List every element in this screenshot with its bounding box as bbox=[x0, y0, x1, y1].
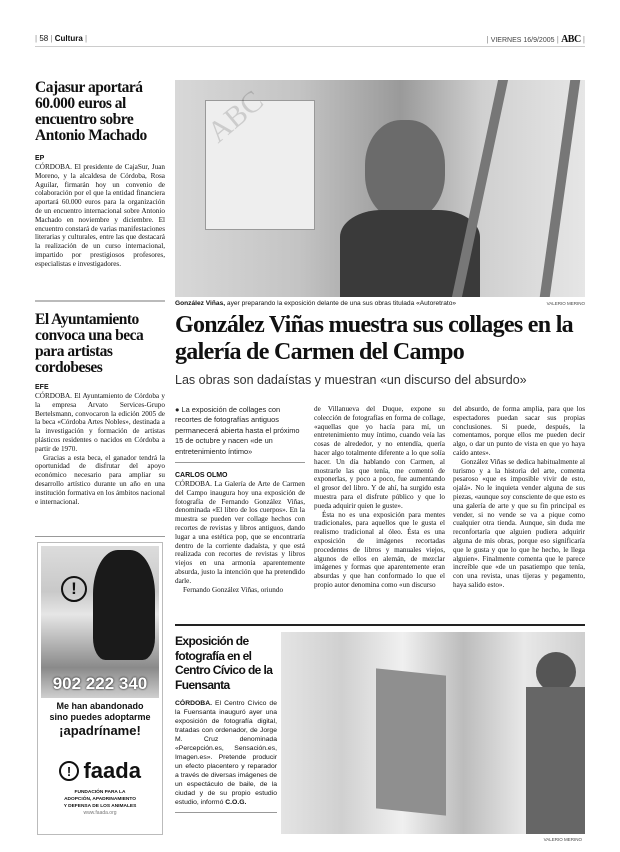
article-paragraph: Gracias a esta beca, el ganador tendrá la oportunidad de disfrutar del apoyo económico necesario para ampliar su desarrollo artístico durante un año en una institución formativa en los ámbitos nacional e internacional. bbox=[35, 453, 165, 506]
article-paragraph: González Viñas se dedica habitualmente al turismo y a la historia del arte, comenta pesaroso «que es imposible vivir de esto, ojalá». No le inquieta vender alguna de sus piezas, «aunque soy consciente de que esto es una galería de arte y que su fin principal es vender, si no vende se va a pique como cualquier otra tienda. Aunque, sin duda me reconfortaría que alguien pudiera adquirir alguna de mis obras, porque eso significaría que le gusta y que lo que he hecho, le llega alguien». Finalmente comenta que le parece increíble que «de un pasatiempo que tenía, con una revista, unas tijeras y pegamento, haya salido esto». bbox=[453, 457, 585, 589]
article-paragraph: Fernando González Viñas, oriundo bbox=[183, 585, 284, 594]
main-photo bbox=[175, 80, 585, 297]
faada-logo-icon: ! bbox=[59, 761, 79, 781]
ad-org: Y DEFENSA DE LOS ANIMALES bbox=[63, 803, 137, 809]
ladder-rail bbox=[540, 80, 580, 297]
ad-phone: 902 222 340 bbox=[52, 674, 148, 693]
alert-icon: ! bbox=[61, 576, 87, 602]
box-lead: CÓRDOBA. bbox=[175, 700, 213, 707]
ad-line: sino puedes adoptarme bbox=[49, 712, 151, 722]
bullet-icon: ● bbox=[175, 405, 180, 414]
exhibition-photo bbox=[281, 632, 585, 834]
photo-caption bbox=[175, 300, 535, 307]
article-agency: EFE bbox=[35, 384, 49, 391]
article-paragraph: de Villanueva del Duque, expone su colección de fotografías en forma de collage, «aquellas que yo hacía para mí, un entretenimiento muy íntimo, cuando veía las cosas de alrededor, y no entendía, quería hacer algo totalmente diferente a lo que solía hacer. Un día hablando con Carmen, al mostrarle las que tenía, me comentó de exponerlas, y poco a poco, fue aumentando el grosor del libro. Y de ahí, ha surgido esta muestra para el disfrute público y que lo pueda adquirir quien le guste». bbox=[314, 405, 445, 510]
page-header-left: | 58 | Cultura | bbox=[35, 34, 88, 43]
photo-credit: VALERIO MERINO bbox=[546, 301, 585, 306]
box-signature: C.O.G. bbox=[225, 799, 247, 806]
photo-credit: VALERIO MERINO bbox=[543, 837, 582, 842]
article-title: El Ayuntamiento convoca una beca para artistas cordobeses bbox=[35, 311, 144, 376]
caption-name: González Viñas, bbox=[175, 300, 226, 307]
box-top-rule bbox=[175, 624, 585, 626]
article-paragraph: CÓRDOBA. El presidente de CajaSur, Juan Moreno, y la alcaldesa de Córdoba, Rosa Aguilar, firmarán hoy un convenio de colaboración por el que la entidad financiera aportará 60.000 euros para la organización de un encuentro internacional sobre Antonio Machado en noviembre y diciembre. El encuentro constará de varias manifestaciones literarias y culturales, entre las que destacará la realización de un curso internacional, impartido por prestigiosos profesores, especialistas e investigadores. bbox=[35, 163, 165, 268]
ladder-rail bbox=[452, 80, 508, 297]
article-paragraph: CÓRDOBA. La Galería de Arte de Carmen del Campo inaugura hoy una exposición de fotografía de Fernando González Viñas, denominada «El libro de los cuerpos». En la muestra se pueden ver collage hechos con recortes de revistas y libros antiguos, dando lugar a una estética pop, que se encontraría dentro de la corriente dadaísta, y que está realizada con recortes de revistas y libros viejos en una armonía aparentemente absurda, justo la intención que ha pretendido darle. bbox=[175, 480, 305, 585]
header-rule bbox=[35, 46, 585, 47]
highlight-text: La exposición de collages con recortes de fotografías antiguos permanecerá abierta hasta el próximo 15 de octubre y nacen «de un entretenimiento íntimo» bbox=[175, 405, 300, 456]
person-head bbox=[536, 652, 576, 692]
article-agency: EP bbox=[35, 155, 45, 162]
section-name: Cultura bbox=[54, 34, 83, 43]
ad-line: Me han abandonado bbox=[56, 701, 144, 711]
page-number: 58 bbox=[39, 34, 49, 43]
main-subtitle: Las obras son dadaístas y muestran «un discurso del absurdo» bbox=[175, 373, 527, 387]
box-body: El Centro Cívico de la Fuensanta inauguró ayer una exposición de fotografía digital, tratadas con ordenador, de Jorge M. Cruz denominada «Percepción.es, Sensación.es, Imagen.es». Pretende producir un efecto placentero y reparador a través de diversas imágenes de un espectáculo de baile, de la ciudad y de su propio estudio estudio, informó bbox=[175, 700, 277, 806]
page-header-right: | VIERNES 16/9/2005 | ABC | bbox=[486, 34, 585, 45]
faada-advertisement[interactable] bbox=[37, 542, 163, 835]
main-column-1 bbox=[175, 405, 305, 594]
article-author: CARLOS OLMO bbox=[175, 472, 228, 480]
main-column-3 bbox=[453, 405, 585, 590]
faada-logo: faada bbox=[83, 758, 141, 783]
article-title: Cajasur aportará 60.000 euros al encuentro sobre Antonio Machado bbox=[35, 79, 147, 144]
brand-logo: ABC bbox=[561, 34, 581, 45]
box-article bbox=[175, 634, 277, 813]
main-column-2 bbox=[314, 405, 445, 590]
article-paragraph: Ésta no es una exposición para mentes tradicionales, para aquellos que le gusta el realismo tradicional al óleo. Ésta es una exposición de imágenes recortadas procedentes de libros y manuales viejos, algunos de ellos en alemán, de mezclar imágenes y formas que aparentemente eran absurdas y que han conformado lo que el propio autor denomina como «un discurso bbox=[314, 510, 445, 589]
dog-silhouette bbox=[93, 550, 155, 660]
main-headline: González Viñas muestra sus collages en la galería de Carmen del Campo bbox=[175, 312, 573, 365]
issue-date: VIERNES 16/9/2005 bbox=[490, 37, 555, 44]
article-paragraph: CÓRDOBA. El Ayuntamiento de Córdoba y la empresa Arvato Services-Grupo Bertelsmann, convocaron la edición 2005 de la beca «Córdoba Artes Nobles», destinada a la investigación y formación de artistas plásticos residentes o nacidos en Córdoba a partir de 1970. bbox=[35, 392, 165, 453]
box-title: Exposición de fotografía en el Centro Cívico de la Fuensanta bbox=[175, 634, 273, 692]
highlight-box bbox=[175, 405, 305, 463]
collage-artwork bbox=[205, 100, 315, 230]
article-beca bbox=[35, 312, 165, 506]
article-cajasur bbox=[35, 80, 165, 269]
person-body bbox=[526, 687, 585, 834]
caption-text: ayer preparando la exposición delante de una sus obras titulada «Autoretrato» bbox=[225, 300, 457, 307]
divider bbox=[175, 812, 277, 813]
ad-org: FUNDACIÓN PARA LA bbox=[74, 790, 126, 795]
divider bbox=[35, 300, 165, 302]
ad-line: ¡apadríname! bbox=[59, 723, 141, 738]
dog-photo bbox=[41, 546, 159, 698]
ad-url[interactable]: www.faada.org bbox=[83, 810, 117, 817]
person-head bbox=[365, 120, 445, 220]
article-paragraph: del absurdo, de forma amplia, para que los espectadores puedan sacar sus propias conclusiones. Si puede, después, la comentamos, porque ellos me pueden decir algo, o dar un punto de vista en que yo haya caído antes». bbox=[453, 405, 585, 457]
divider bbox=[35, 536, 165, 537]
ad-org: ADOPCIÓN, APADRINAMIENTO bbox=[64, 796, 136, 802]
framed-photograph bbox=[376, 668, 446, 815]
